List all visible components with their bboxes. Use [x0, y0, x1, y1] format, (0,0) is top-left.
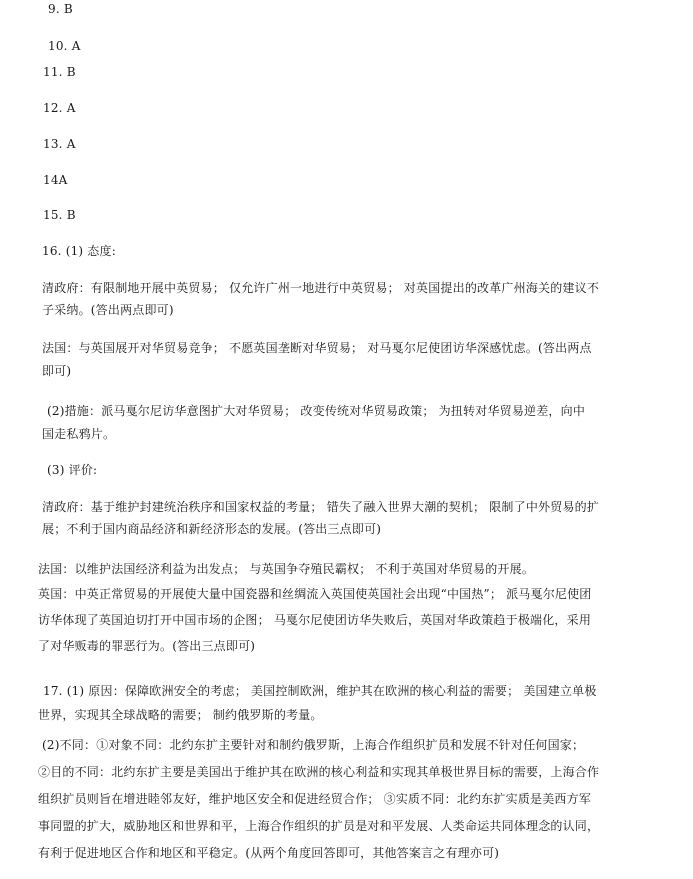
q16-eval-qing-line2: 展；不利于国内商品经济和新经济形态的发展。(答出三点即可)	[42, 522, 382, 536]
q16-eval-britain-line2: 访华体现了英国迫切打开中国市场的企图； 马戛尔尼使团访华失败后，英国对华政策趋于极端化，采用	[38, 613, 592, 627]
q17-part2-line2: ②目的不同：北约东扩主要是美国出于维护其在欧洲的核心利益和实现其单极世界目标的需要，上海合作	[38, 765, 600, 779]
q16-part2-line2: 国走私鸦片。	[42, 427, 116, 441]
q16-france-line2: 即可)	[42, 364, 72, 378]
q16-france-line1: 法国：与英国展开对华贸易竞争； 不愿英国垄断对华贸易； 对马戛尔尼使团访华深感忧虑。(答出两点	[42, 341, 592, 355]
answer-11: 11. B	[43, 65, 76, 79]
q17-part2-line5: 有利于促进地区合作和地区和平稳定。(从两个角度回答即可，其他答案言之有理亦可)	[38, 846, 500, 860]
q16-eval-france: 法国：以维护法国经济利益为出发点； 与英国争夺殖民霸权； 不利于英国对华贸易的开展。	[38, 562, 535, 576]
answer-12: 12. A	[43, 101, 76, 115]
q17-part1-line1: 17. (1) 原因：保障欧洲安全的考虑； 美国控制欧洲，维护其在欧洲的核心利益的需要； 美国建立单极	[43, 684, 597, 698]
answer-14: 14A	[43, 173, 68, 187]
q16-qing-line1: 清政府：有限制地开展中英贸易； 仅允许广州一地进行中英贸易； 对英国提出的改革广州海关的建议不	[42, 281, 600, 295]
answer-10: 10. A	[48, 39, 81, 53]
q17-part2-line1: (2)不同：①对象不同：北约东扩主要针对和制约俄罗斯，上海合作组织扩员和发展不针对任何国家；	[42, 738, 585, 752]
q17-part1-line2: 世界，实现其全球战略的需要； 制约俄罗斯的考量。	[38, 708, 323, 722]
q16-qing-line2: 子采纳。(答出两点即可)	[42, 303, 174, 317]
q16-part2-line1: (2)措施：派马戛尔尼访华意图扩大对华贸易； 改变传统对华贸易政策； 为扭转对华贸易逆差，向中	[47, 404, 586, 418]
q16-eval-qing-line1: 清政府：基于维护封建统治秩序和国家权益的考量； 错失了融入世界大潮的契机； 限制了中外贸易的扩	[42, 500, 600, 514]
q16-part3-heading: (3) 评价:	[47, 463, 98, 477]
answer-15: 15. B	[43, 208, 76, 222]
answer-13: 13. A	[43, 137, 76, 151]
q16-part1-heading: 16. (1) 态度:	[42, 244, 116, 258]
answer-9: 9. B	[48, 2, 73, 16]
q16-eval-britain-line1: 英国：中英正常贸易的开展使大量中国瓷器和丝绸流入英国使英国社会出现“中国热”； 派马戛尔尼使团	[38, 587, 592, 601]
q17-part2-line4: 事同盟的扩大，威胁地区和世界和平，上海合作组织的扩员是对和平发展、人类命运共同体理念的认同，	[38, 819, 600, 833]
q17-part2-line3: 组织扩员则旨在增进睦邻友好，维护地区安全和促进经贸合作； ③实质不同：北约东扩实质是美西方军	[38, 792, 592, 806]
q16-eval-britain-line3: 了对华贩毒的罪恶行为。(答出三点即可)	[38, 639, 256, 653]
